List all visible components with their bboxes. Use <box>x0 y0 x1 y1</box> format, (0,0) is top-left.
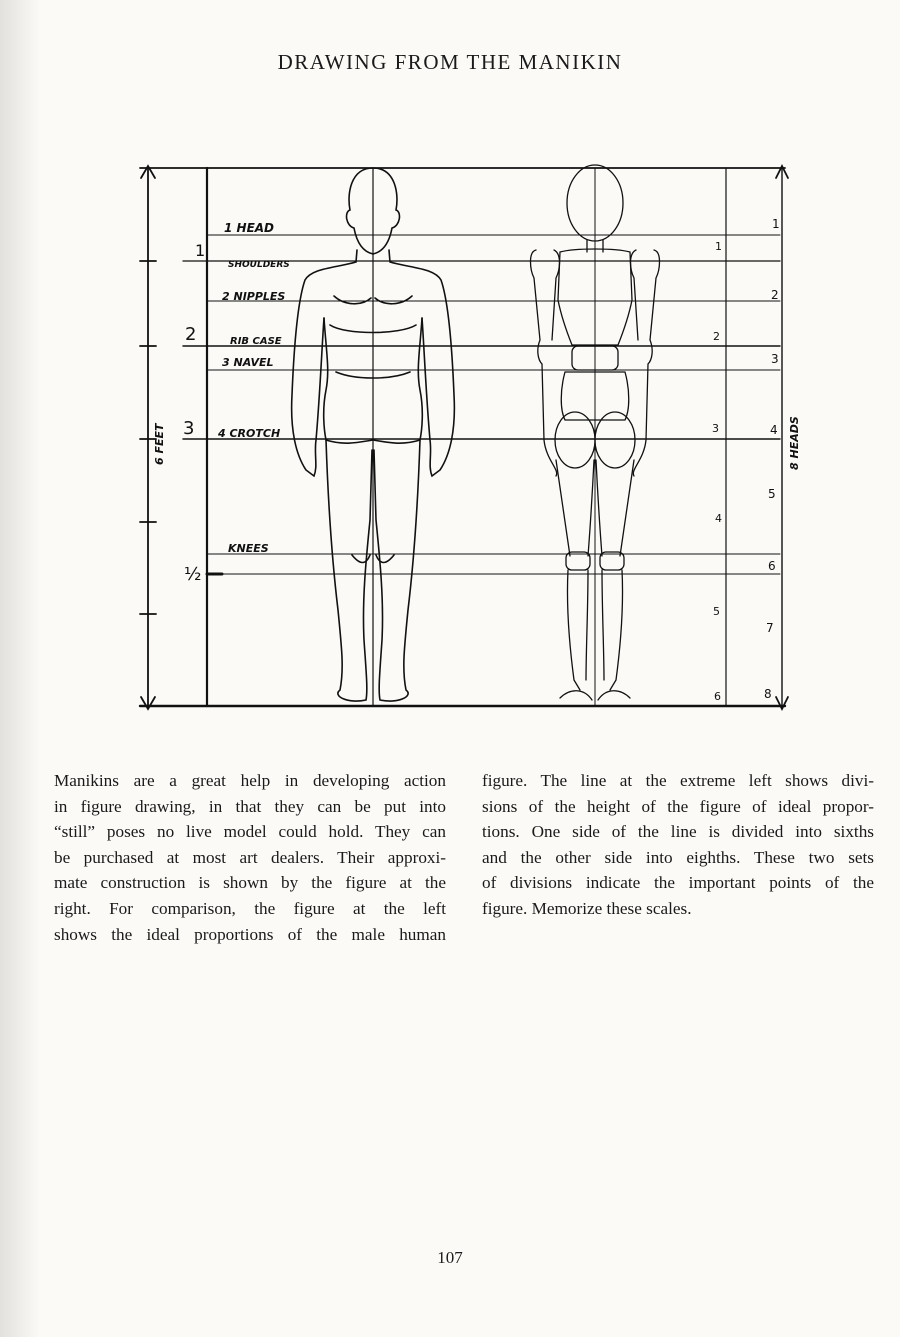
page-number: 107 <box>437 1248 463 1267</box>
label-shoulders: SHOULDERS <box>228 260 290 270</box>
manikin-tick-5: 5 <box>713 605 720 618</box>
text-line: mate construction is shown by the figure at the <box>54 873 446 893</box>
heads-tick-8: 8 <box>764 687 772 701</box>
heads-tick-7: 7 <box>766 621 774 635</box>
text-line: right. For comparison, the figure at the left <box>54 898 446 918</box>
text-line: in figure drawing, in that they can be put into <box>54 796 446 816</box>
label-rib-case: RIB CASE <box>230 336 282 347</box>
manikin-tick-3: 3 <box>712 422 719 435</box>
text-line: sions of the height of the figure of ideal propor- <box>482 796 874 816</box>
text-line: tions. One side of the line is divided into sixths <box>482 822 874 842</box>
feet-scale-label: 6 FEET <box>153 423 166 465</box>
heads-tick-5: 5 <box>768 487 776 501</box>
heads-scale-label: 8 HEADS <box>788 416 801 470</box>
heads-tick-2: 2 <box>771 288 779 302</box>
text-line: and the other side into eighths. These two sets <box>482 847 874 867</box>
text-line: Manikins are a great help in developing action <box>54 771 446 790</box>
feet-scale <box>153 241 205 585</box>
manikin-tick-4: 4 <box>715 512 722 525</box>
heads-tick-6: 6 <box>768 559 776 573</box>
heads-tick-1: 1 <box>772 217 780 231</box>
feet-tick-1: 1 <box>195 241 206 260</box>
body-text-left-column <box>54 768 446 947</box>
text-line: be purchased at most art dealers. Their approxi- <box>54 847 446 867</box>
landmark-labels <box>217 221 290 555</box>
label-navel: 3 NAVEL <box>222 356 274 369</box>
running-head: DRAWING FROM THE MANIKIN <box>277 50 623 74</box>
label-knees: KNEES <box>228 542 269 555</box>
heads-tick-4: 4 <box>770 423 778 437</box>
text-line: “still” poses no live model could hold. They can <box>54 822 446 842</box>
manikin-tick-1: 1 <box>715 240 722 253</box>
label-head: 1 HEAD <box>224 221 275 235</box>
label-nipples: 2 NIPPLES <box>222 290 286 303</box>
manikin-tick-6: 6 <box>714 690 721 703</box>
text-line: shows the ideal proportions of the male human <box>54 924 446 944</box>
text-line: of divisions indicate the important points of the <box>482 873 874 893</box>
feet-tick-3: 3 <box>183 418 195 439</box>
manikin-scale <box>712 240 722 703</box>
proportion-figure <box>0 150 900 725</box>
label-crotch: 4 CROTCH <box>218 427 281 440</box>
text-line: figure. Memorize these scales. <box>482 898 692 918</box>
feet-tick-2: 2 <box>185 324 197 345</box>
body-text-right-column <box>482 768 874 922</box>
heads-tick-3: 3 <box>771 352 779 366</box>
text-line: figure. The line at the extreme left shows divi- <box>482 771 874 790</box>
manikin-tick-2: 2 <box>713 330 720 343</box>
feet-tick-half: ½ <box>184 564 202 585</box>
